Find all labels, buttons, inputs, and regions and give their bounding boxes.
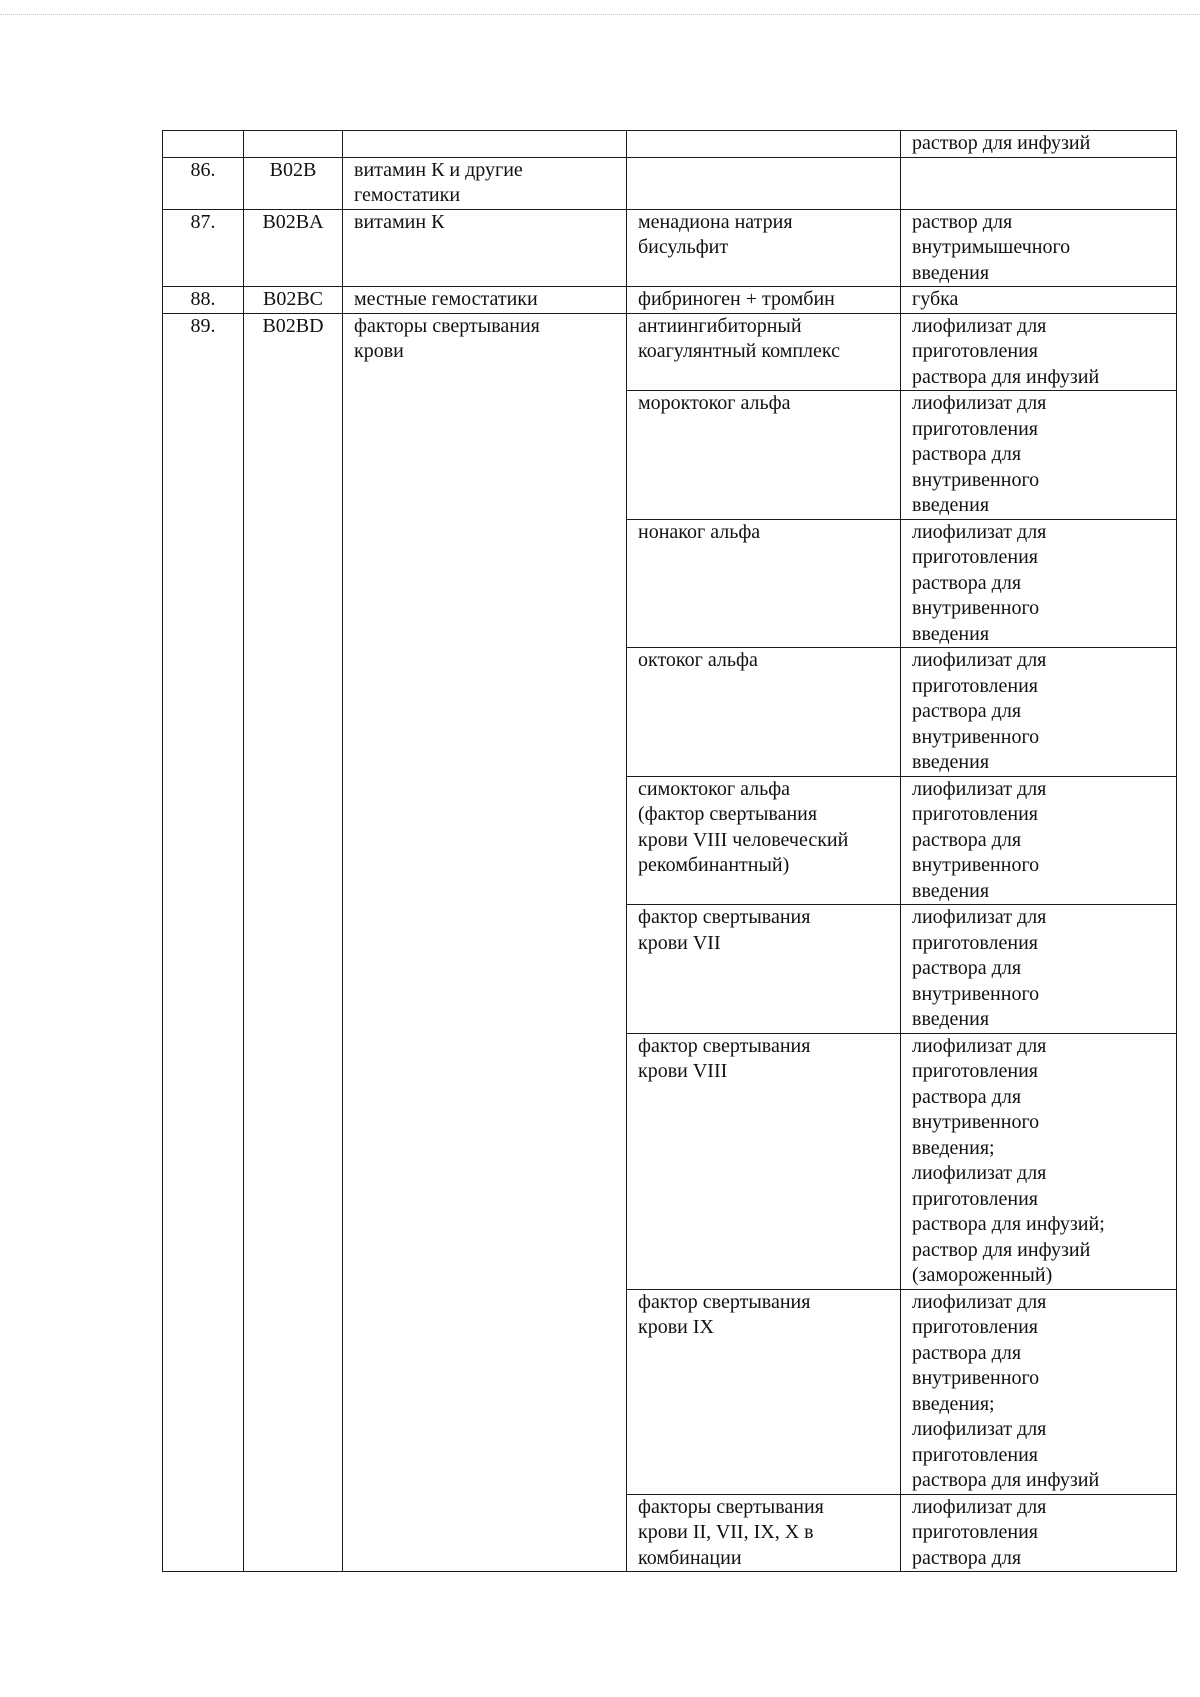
table-row (163, 313, 1177, 391)
dosage-form-cell: лиофилизат для приготовления раствора для внутривенного введения (901, 905, 1177, 1034)
atc-code-cell (244, 131, 343, 158)
row-number-cell: 88. (163, 287, 244, 314)
dosage-form-cell: лиофилизат для приготовления раствора для внутривенного введения (901, 391, 1177, 520)
atc-code-cell: B02B (244, 157, 343, 209)
atc-code-cell: B02BD (244, 313, 343, 1572)
row-number-cell (163, 131, 244, 158)
drug-cell (627, 131, 901, 158)
drug-cell: октоког альфа (627, 648, 901, 777)
atc-code-cell: B02BA (244, 209, 343, 287)
dosage-form-cell: лиофилизат для приготовления раствора для внутривенного введения (901, 776, 1177, 905)
row-number-cell: 87. (163, 209, 244, 287)
dosage-form-cell: лиофилизат для приготовления раствора для внутривенного введения (901, 519, 1177, 648)
group-cell: местные гемостатики (343, 287, 627, 314)
row-number-cell: 89. (163, 313, 244, 1572)
medicines-table (162, 130, 1177, 1572)
dosage-form-cell: лиофилизат для приготовления раствора для внутривенного введения; лиофилизат для приготовления раствора для инфузий; раствор для инфузий (замороженный) (901, 1033, 1177, 1289)
dosage-form-cell: лиофилизат для приготовления раствора для внутривенного введения (901, 648, 1177, 777)
dosage-form-cell: раствор для инфузий (901, 131, 1177, 158)
dosage-form-cell: лиофилизат для приготовления раствора для инфузий (901, 313, 1177, 391)
dosage-form-cell (901, 157, 1177, 209)
dosage-form-cell: лиофилизат для приготовления раствора для (901, 1494, 1177, 1572)
drug-cell: симоктоког альфа (фактор свертывания крови VIII человеческий рекомбинантный) (627, 776, 901, 905)
dosage-form-cell: губка (901, 287, 1177, 314)
drug-cell: факторы свертывания крови II, VII, IX, X в комбинации (627, 1494, 901, 1572)
row-number-cell: 86. (163, 157, 244, 209)
drug-cell (627, 157, 901, 209)
group-cell: витамин К и другие гемостатики (343, 157, 627, 209)
drug-cell: антиингибиторный коагулянтный комплекс (627, 313, 901, 391)
group-cell: факторы свертывания крови (343, 313, 627, 1572)
drug-cell: нонаког альфа (627, 519, 901, 648)
atc-code-cell: B02BC (244, 287, 343, 314)
drug-cell: фактор свертывания крови VII (627, 905, 901, 1034)
drug-cell: фибриноген + тромбин (627, 287, 901, 314)
drug-cell: менадиона натрия бисульфит (627, 209, 901, 287)
group-cell: витамин К (343, 209, 627, 287)
group-cell (343, 131, 627, 158)
table-row (163, 131, 1177, 158)
drug-cell: мороктоког альфа (627, 391, 901, 520)
scan-edge-line (0, 14, 1200, 15)
drug-cell: фактор свертывания крови VIII (627, 1033, 901, 1289)
drug-cell: фактор свертывания крови IX (627, 1289, 901, 1494)
dosage-form-cell: раствор для внутримышечного введения (901, 209, 1177, 287)
table-row (163, 157, 1177, 209)
table-row (163, 209, 1177, 287)
dosage-form-cell: лиофилизат для приготовления раствора для внутривенного введения; лиофилизат для приготовления раствора для инфузий (901, 1289, 1177, 1494)
table-row (163, 287, 1177, 314)
